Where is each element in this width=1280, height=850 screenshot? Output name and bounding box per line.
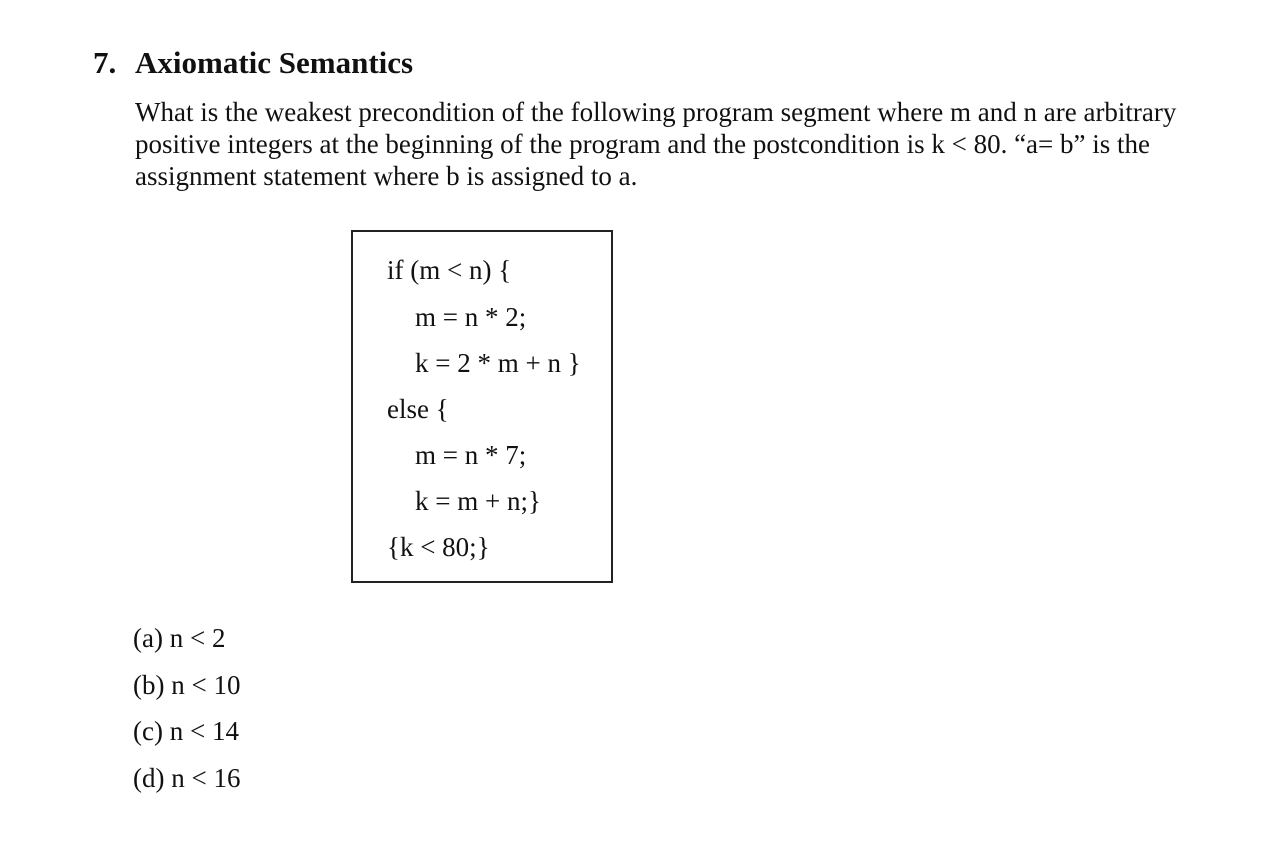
option-c: (c) n < 14 <box>133 716 239 746</box>
question-title: Axiomatic Semantics <box>135 45 414 80</box>
question-number: 7. <box>93 45 117 80</box>
code-line: k = 2 * m + n } <box>415 348 581 378</box>
code-line: {k < 80;} <box>387 532 490 562</box>
code-line: k = m + n;} <box>415 486 541 516</box>
code-line: m = n * 7; <box>415 440 527 470</box>
code-line: else { <box>387 394 449 424</box>
answer-options <box>133 620 240 806</box>
prompt-line: positive integers at the beginning of the program and the postcondition is k < 80. “a= b” is the <box>135 129 1150 159</box>
option-d: (d) n < 16 <box>133 762 241 793</box>
prompt-line: What is the weakest precondition of the following program segment where m and n are arbitrary <box>135 97 1177 127</box>
prompt-line: assignment statement where b is assigned to a. <box>135 161 638 191</box>
code-line: if (m < n) { <box>387 255 512 285</box>
option-b: (b) n < 10 <box>133 669 241 700</box>
question-heading <box>93 44 413 82</box>
code-line: m = n * 2; <box>415 302 527 332</box>
option-a: (a) n < 2 <box>133 623 226 653</box>
code-box <box>351 230 613 583</box>
question-prompt <box>135 96 1245 192</box>
